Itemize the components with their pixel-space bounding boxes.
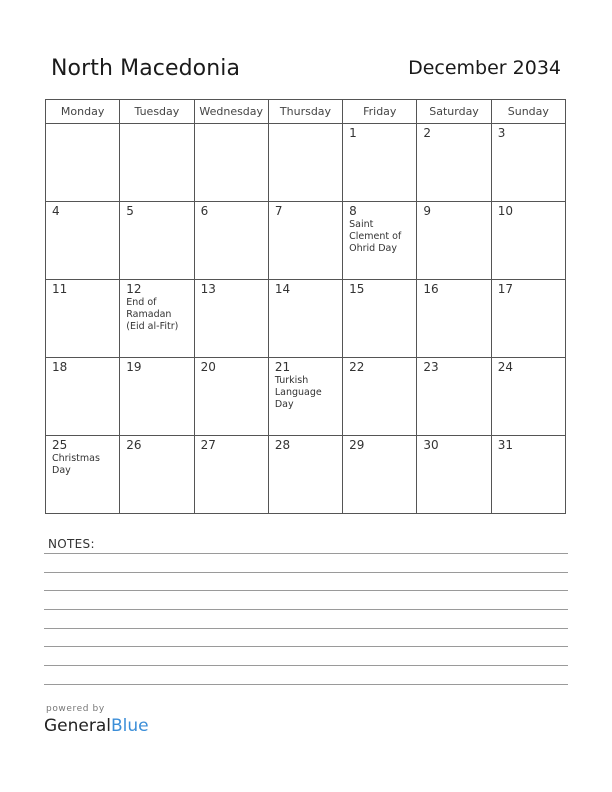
day-number: 31 [497,438,513,452]
day-number: 25 [52,438,68,452]
notes-line [44,609,568,610]
day-cell [194,202,268,280]
day-cell [491,202,565,280]
day-cell [491,436,565,514]
day-cell [194,436,268,514]
powered-by-text: powered by [46,704,105,714]
day-number: 26 [126,438,142,452]
day-cell [268,124,342,202]
notes-line [44,646,568,647]
notes-line [44,665,568,666]
day-cell [417,202,491,280]
day-cell [268,436,342,514]
day-number: 20 [200,360,216,374]
day-number: 27 [200,438,216,452]
weekday-header: Tuesday [120,100,194,124]
week-row [46,202,566,280]
day-number: 8 [349,204,357,218]
day-number: 7 [274,204,283,218]
day-cell [417,124,491,202]
day-number: 21 [274,360,291,374]
day-cell [46,124,120,202]
day-cell [417,280,491,358]
day-number: 18 [52,360,68,374]
day-number: 17 [497,282,513,296]
day-number: 3 [497,126,506,140]
day-number: 2 [423,126,432,140]
notes-line [44,572,568,573]
weekday-header: Monday [46,100,120,124]
day-cell [491,358,565,436]
calendar-month-title: December 2034 [408,57,561,79]
day-cell [120,124,194,202]
calendar-country-title: North Macedonia [51,56,241,81]
day-number: 6 [200,204,209,218]
day-number: 15 [349,282,365,296]
day-cell [343,358,417,436]
day-cell [194,124,268,202]
day-number: 12 [126,282,142,296]
week-row [46,124,566,202]
day-number: 4 [52,204,60,218]
day-number: 19 [126,360,142,374]
week-row [46,358,566,436]
notes-label: NOTES: [48,537,95,551]
holiday-label: Christmas Day [52,453,100,476]
day-number: 5 [126,204,134,218]
day-cell [268,202,342,280]
notes-line [44,590,568,591]
brand-blue: Blue [111,716,149,736]
day-cell [343,202,417,280]
weekday-header: Saturday [417,100,491,124]
day-cell [46,202,120,280]
weekday-header: Thursday [268,100,342,124]
day-number: 24 [497,360,513,374]
day-cell [120,436,194,514]
day-number: 11 [52,282,68,296]
holiday-label: Saint Clement of Ohrid Day [349,219,402,254]
brand-general: General [44,716,111,736]
day-number: 29 [349,438,365,452]
weekday-header: Friday [343,100,417,124]
day-cell [120,202,194,280]
day-number: 16 [423,282,439,296]
day-cell [120,280,194,358]
holiday-label: Turkish Language Day [274,375,322,410]
day-cell [120,358,194,436]
day-number: 9 [423,204,432,218]
week-row [46,280,566,358]
calendar-grid [45,99,566,514]
day-cell [343,124,417,202]
day-cell [194,358,268,436]
day-cell [491,124,565,202]
generalblue-logo [44,716,149,736]
day-number: 13 [200,282,216,296]
day-number: 10 [497,204,513,218]
day-number: 22 [349,360,365,374]
day-cell [343,280,417,358]
day-cell [491,280,565,358]
week-row [46,436,566,514]
weekday-header-row [46,100,566,124]
day-cell [46,280,120,358]
weekday-header: Sunday [491,100,565,124]
day-number: 28 [274,438,291,452]
day-cell [343,436,417,514]
day-cell [46,358,120,436]
day-number: 30 [423,438,439,452]
day-number: 1 [349,126,357,140]
day-cell [46,436,120,514]
day-cell [268,358,342,436]
day-cell [268,280,342,358]
weekday-header: Wednesday [194,100,268,124]
notes-line [44,553,568,554]
day-cell [417,358,491,436]
day-cell [194,280,268,358]
notes-line [44,684,568,685]
day-cell [417,436,491,514]
day-number: 23 [423,360,439,374]
holiday-label: End of Ramadan (Eid al-Fitr) [126,297,179,332]
notes-line [44,628,568,629]
day-number: 14 [274,282,291,296]
